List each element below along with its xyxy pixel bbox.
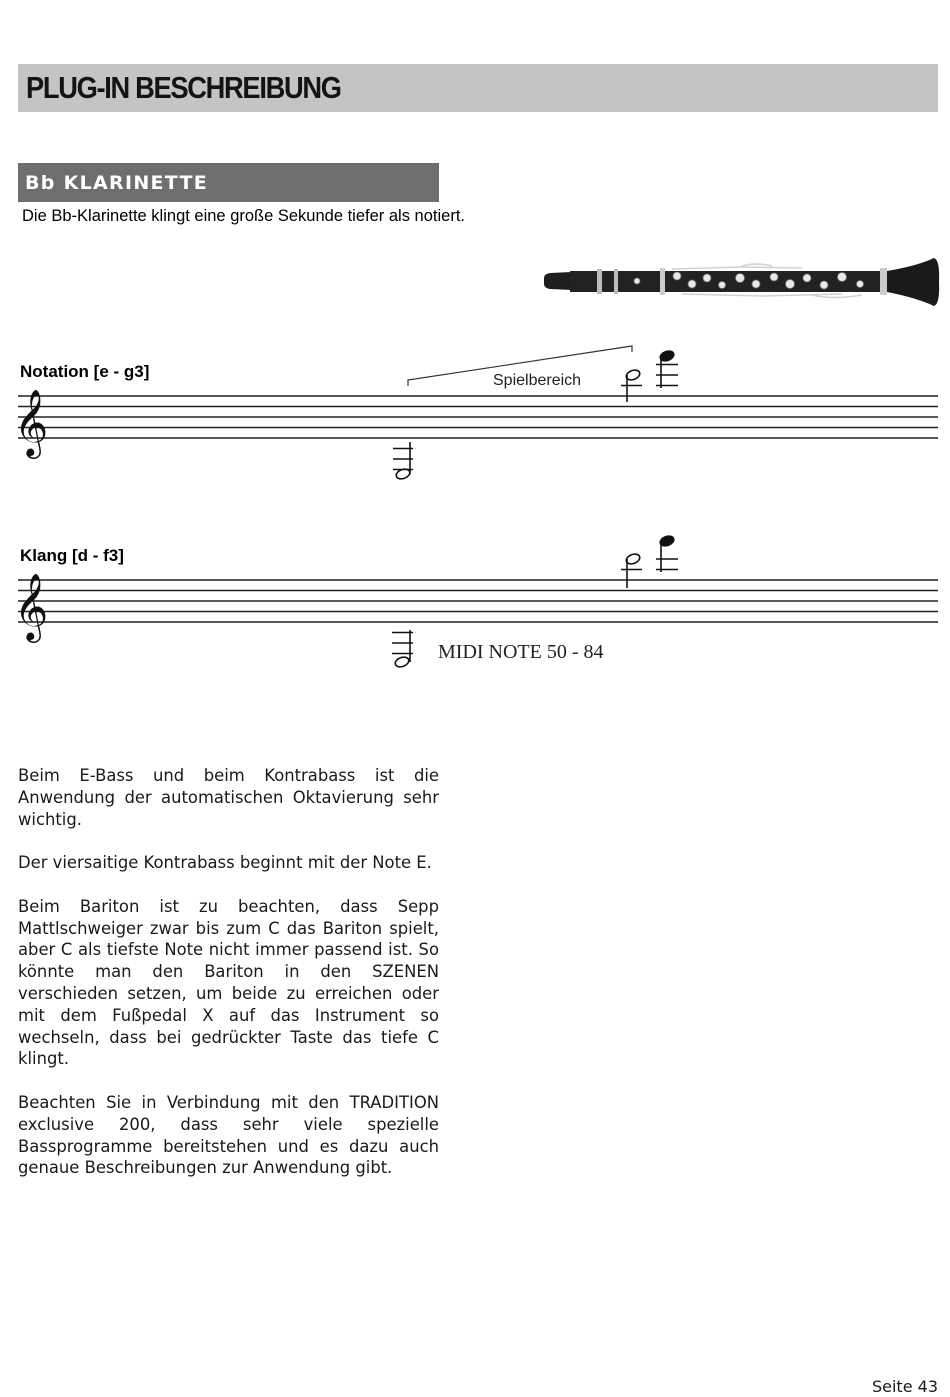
page-header	[18, 64, 938, 112]
midi-range-label: MIDI NOTE 50 - 84	[438, 641, 604, 663]
low-note-notation	[393, 442, 413, 481]
paragraph: Beim E-Bass und beim Kontrabass ist die Anwendung der automatischen Oktavierung sehr wichtig.	[18, 766, 439, 829]
section-title: Bb KLARINETTE	[25, 172, 209, 194]
high-note-sound-2	[656, 534, 678, 572]
range-bracket	[408, 346, 632, 386]
treble-clef-icon: 𝄞	[14, 388, 49, 456]
paragraph: Beachten Sie in Verbindung mit den TRADITION exclusive 200, dass sehr viele spezielle Bassprogramme bereitstehen und es dazu auch genaue Beschreibungen zur Anwendung gibt.	[18, 1092, 439, 1178]
high-note-notation-2	[656, 349, 678, 388]
paragraph: Beim Bariton ist zu beachten, dass Sepp Mattlschweiger zwar bis zum C das Bariton spielt, aber C als tiefste Note nicht immer passend ist. So könnte man den Bariton in den SZENEN verschieden setzen, um beide zu erreichen oder mit dem Fußpedal X auf das Instrument so wechseln, dass bei gedrückter Taste das tiefe C klingt.	[18, 896, 439, 1069]
section-header	[18, 163, 439, 202]
notation-label: Notation [e - g3]	[20, 362, 150, 381]
page-number: Seite 43	[871, 1377, 938, 1396]
low-note-sound	[392, 630, 413, 669]
sound-label: Klang [d - f3]	[20, 546, 124, 565]
range-label: Spielbereich	[493, 372, 582, 389]
page-title: PLUG-IN BESCHREIBUNG	[26, 70, 341, 105]
high-note-notation-1	[621, 368, 642, 402]
intro-text: Die Bb-Klarinette klingt eine große Sekunde tiefer als notiert.	[22, 207, 465, 225]
treble-clef-icon: 𝄞	[14, 572, 49, 640]
notation-staff	[18, 396, 938, 438]
paragraph: Der viersaitige Kontrabass beginnt mit der Note E.	[18, 853, 432, 873]
body-text	[18, 765, 439, 1201]
clarinet-icon	[542, 254, 940, 310]
notation-staves	[0, 330, 950, 690]
high-note-sound-1	[621, 552, 642, 588]
sound-staff	[18, 580, 938, 622]
